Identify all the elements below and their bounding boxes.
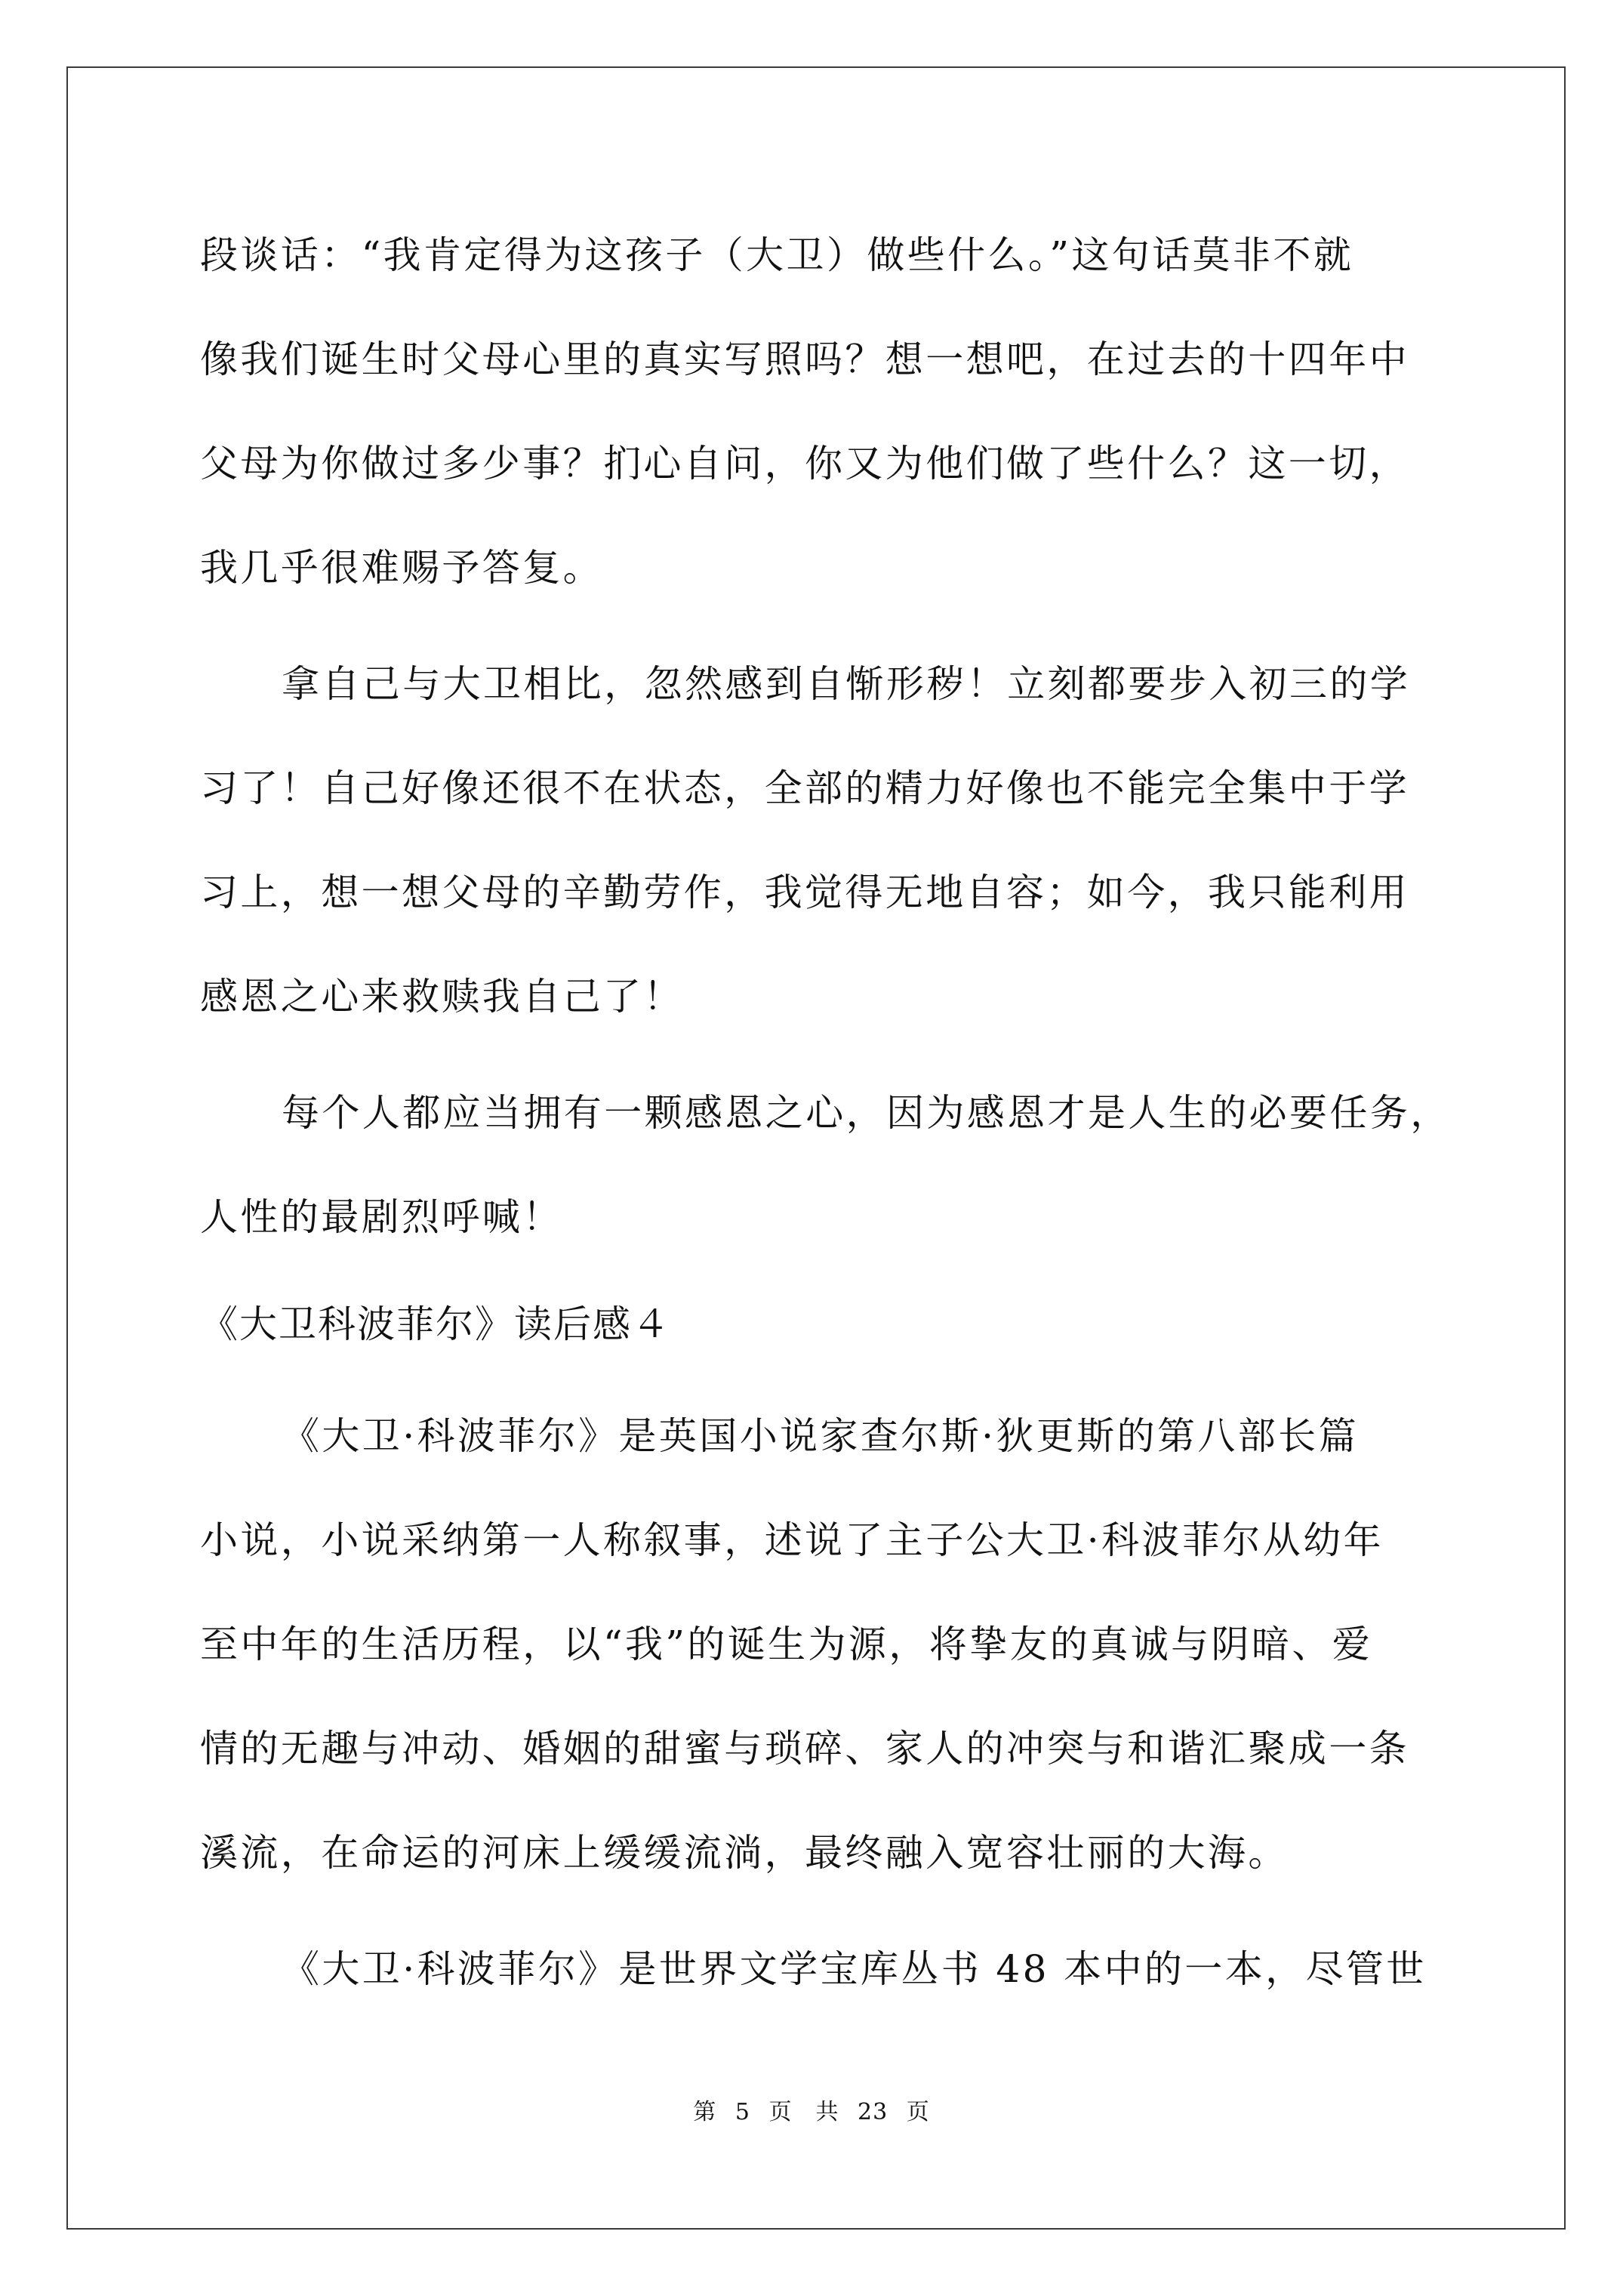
paragraph-start: 拿自己与大卫相比，忽然感到自惭形秽！立刻都要步入初三的学 [282,662,1411,706]
paragraph-start: 《大卫·科波菲尔》是世界文学宝库丛书 48 本中的一本，尽管世 [282,1947,1427,1991]
text-line: 习了！自己好像还很不在状态，全部的精力好像也不能完全集中于学 [200,766,1409,810]
text-line: 至中年的生活历程，以“我”的诞生为源，将挚友的真诚与阴暗、爱 [200,1623,1373,1666]
text-line: 像我们诞生时父母心里的真实写照吗？想一想吧，在过去的十四年中 [200,337,1409,381]
text-line: 小说，小说采纳第一人称叙事，述说了主子公大卫·科波菲尔从幼年 [200,1518,1384,1562]
text-line: 感恩之心来救赎我自己了！ [200,975,684,1019]
text-line: 人性的最剧烈呼喊！ [200,1195,563,1239]
text-line: 情的无趣与冲动、婚姻的甜蜜与琐碎、家人的冲突与和谐汇聚成一条 [200,1727,1409,1771]
text-line: 习上，想一想父母的辛勤劳作，我觉得无地自容；如今，我只能利用 [200,871,1409,914]
page-border [66,66,1566,2230]
text-line: 段谈话：“我肯定得为这孩子（大卫）做些什么。”这句话莫非不就 [200,233,1354,277]
text-line: 我几乎很难赐予答复。 [200,546,603,590]
section-heading: 《大卫科波菲尔》读后感４ [200,1302,671,1346]
page-number: 第 5 页 共 23 页 [693,2099,930,2125]
paragraph-start: 《大卫·科波菲尔》是英国小说家查尔斯·狄更斯的第八部长篇 [282,1414,1359,1458]
paragraph-start: 每个人都应当拥有一颗感恩之心，因为感恩才是人生的必要任务， [282,1091,1451,1135]
text-line: 父母为你做过多少事？扪心自问，你又为他们做了些什么？这一切， [200,442,1409,485]
text-line: 溪流，在命运的河床上缓缓流淌，最终融入宽容壮丽的大海。 [200,1831,1289,1875]
